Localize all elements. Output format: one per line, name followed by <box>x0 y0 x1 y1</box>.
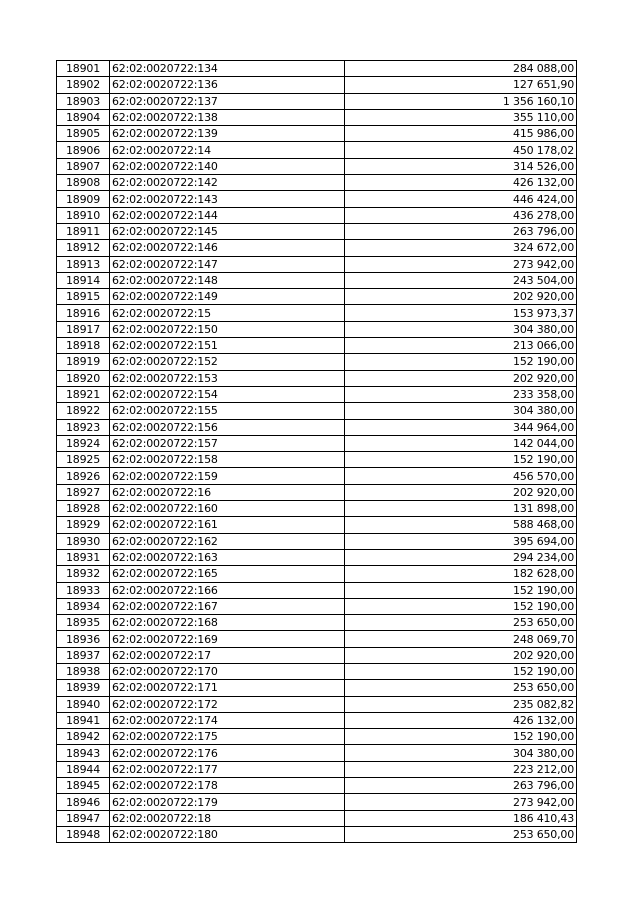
row-number-cell: 18935 <box>57 615 110 631</box>
cadastral-number-cell: 62:02:0020722:140 <box>110 158 345 174</box>
cadastral-value-cell: 243 504,00 <box>345 272 577 288</box>
cadastral-number-cell: 62:02:0020722:158 <box>110 452 345 468</box>
row-number-cell: 18913 <box>57 256 110 272</box>
cadastral-number-cell: 62:02:0020722:170 <box>110 663 345 679</box>
cadastral-number-cell: 62:02:0020722:151 <box>110 338 345 354</box>
cadastral-value-cell: 426 132,00 <box>345 175 577 191</box>
table-row <box>57 403 577 419</box>
cadastral-value-cell: 202 920,00 <box>345 647 577 663</box>
cadastral-number-cell: 62:02:0020722:18 <box>110 810 345 826</box>
table-row <box>57 484 577 500</box>
cadastral-number-cell: 62:02:0020722:180 <box>110 826 345 842</box>
table-row <box>57 191 577 207</box>
cadastral-number-cell: 62:02:0020722:165 <box>110 566 345 582</box>
row-number-cell: 18919 <box>57 354 110 370</box>
cadastral-value-cell: 304 380,00 <box>345 321 577 337</box>
row-number-cell: 18937 <box>57 647 110 663</box>
cadastral-value-cell: 395 694,00 <box>345 533 577 549</box>
cadastral-value-cell: 450 178,02 <box>345 142 577 158</box>
row-number-cell: 18929 <box>57 517 110 533</box>
document-page <box>56 60 577 843</box>
table-row <box>57 61 577 77</box>
cadastral-number-cell: 62:02:0020722:142 <box>110 175 345 191</box>
table-row <box>57 533 577 549</box>
table-row <box>57 175 577 191</box>
table-row <box>57 386 577 402</box>
row-number-cell: 18915 <box>57 289 110 305</box>
cadastral-value-cell: 588 468,00 <box>345 517 577 533</box>
row-number-cell: 18923 <box>57 419 110 435</box>
row-number-cell: 18912 <box>57 240 110 256</box>
row-number-cell: 18948 <box>57 826 110 842</box>
cadastral-value-cell: 355 110,00 <box>345 109 577 125</box>
cadastral-value-cell: 142 044,00 <box>345 435 577 451</box>
row-number-cell: 18905 <box>57 126 110 142</box>
row-number-cell: 18902 <box>57 77 110 93</box>
table-body <box>57 61 577 843</box>
row-number-cell: 18943 <box>57 745 110 761</box>
cadastral-value-cell: 436 278,00 <box>345 207 577 223</box>
cadastral-value-cell: 284 088,00 <box>345 61 577 77</box>
cadastral-number-cell: 62:02:0020722:152 <box>110 354 345 370</box>
cadastral-number-cell: 62:02:0020722:163 <box>110 549 345 565</box>
row-number-cell: 18904 <box>57 109 110 125</box>
cadastral-value-cell: 314 526,00 <box>345 158 577 174</box>
cadastral-value-cell: 223 212,00 <box>345 761 577 777</box>
cadastral-value-cell: 253 650,00 <box>345 826 577 842</box>
cadastral-value-cell: 273 942,00 <box>345 256 577 272</box>
cadastral-number-cell: 62:02:0020722:169 <box>110 631 345 647</box>
table-row <box>57 468 577 484</box>
table-row <box>57 729 577 745</box>
cadastral-value-cell: 304 380,00 <box>345 403 577 419</box>
cadastral-value-cell: 152 190,00 <box>345 452 577 468</box>
cadastral-number-cell: 62:02:0020722:156 <box>110 419 345 435</box>
table-row <box>57 240 577 256</box>
cadastral-number-cell: 62:02:0020722:148 <box>110 272 345 288</box>
table-row <box>57 794 577 810</box>
cadastral-value-cell: 153 973,37 <box>345 305 577 321</box>
cadastral-value-cell: 344 964,00 <box>345 419 577 435</box>
table-row <box>57 615 577 631</box>
cadastral-number-cell: 62:02:0020722:14 <box>110 142 345 158</box>
row-number-cell: 18941 <box>57 712 110 728</box>
row-number-cell: 18936 <box>57 631 110 647</box>
cadastral-number-cell: 62:02:0020722:150 <box>110 321 345 337</box>
cadastral-value-cell: 152 190,00 <box>345 598 577 614</box>
cadastral-number-cell: 62:02:0020722:178 <box>110 778 345 794</box>
cadastral-value-cell: 415 986,00 <box>345 126 577 142</box>
cadastral-number-cell: 62:02:0020722:144 <box>110 207 345 223</box>
row-number-cell: 18906 <box>57 142 110 158</box>
cadastral-value-cell: 202 920,00 <box>345 370 577 386</box>
table-row <box>57 647 577 663</box>
row-number-cell: 18922 <box>57 403 110 419</box>
row-number-cell: 18930 <box>57 533 110 549</box>
cadastral-number-cell: 62:02:0020722:145 <box>110 223 345 239</box>
table-row <box>57 77 577 93</box>
row-number-cell: 18910 <box>57 207 110 223</box>
cadastral-number-cell: 62:02:0020722:139 <box>110 126 345 142</box>
cadastral-value-cell: 152 190,00 <box>345 663 577 679</box>
cadastral-number-cell: 62:02:0020722:146 <box>110 240 345 256</box>
cadastral-number-cell: 62:02:0020722:137 <box>110 93 345 109</box>
cadastral-number-cell: 62:02:0020722:172 <box>110 696 345 712</box>
cadastral-number-cell: 62:02:0020722:157 <box>110 435 345 451</box>
cadastral-number-cell: 62:02:0020722:154 <box>110 386 345 402</box>
row-number-cell: 18914 <box>57 272 110 288</box>
table-row <box>57 680 577 696</box>
row-number-cell: 18924 <box>57 435 110 451</box>
row-number-cell: 18908 <box>57 175 110 191</box>
row-number-cell: 18907 <box>57 158 110 174</box>
row-number-cell: 18939 <box>57 680 110 696</box>
table-row <box>57 810 577 826</box>
cadastral-value-cell: 213 066,00 <box>345 338 577 354</box>
cadastral-number-cell: 62:02:0020722:179 <box>110 794 345 810</box>
cadastral-value-cell: 186 410,43 <box>345 810 577 826</box>
table-row <box>57 272 577 288</box>
cadastral-value-cell: 152 190,00 <box>345 729 577 745</box>
cadastral-value-cell: 263 796,00 <box>345 223 577 239</box>
cadastral-number-cell: 62:02:0020722:175 <box>110 729 345 745</box>
table-row <box>57 419 577 435</box>
cadastral-number-cell: 62:02:0020722:143 <box>110 191 345 207</box>
row-number-cell: 18917 <box>57 321 110 337</box>
cadastral-value-cell: 182 628,00 <box>345 566 577 582</box>
row-number-cell: 18903 <box>57 93 110 109</box>
table-row <box>57 452 577 468</box>
row-number-cell: 18920 <box>57 370 110 386</box>
table-row <box>57 370 577 386</box>
cadastral-value-table <box>56 60 577 843</box>
cadastral-value-cell: 294 234,00 <box>345 549 577 565</box>
cadastral-value-cell: 253 650,00 <box>345 615 577 631</box>
cadastral-value-cell: 263 796,00 <box>345 778 577 794</box>
cadastral-value-cell: 127 651,90 <box>345 77 577 93</box>
cadastral-number-cell: 62:02:0020722:174 <box>110 712 345 728</box>
cadastral-value-cell: 233 358,00 <box>345 386 577 402</box>
cadastral-number-cell: 62:02:0020722:155 <box>110 403 345 419</box>
row-number-cell: 18945 <box>57 778 110 794</box>
table-row <box>57 549 577 565</box>
cadastral-number-cell: 62:02:0020722:177 <box>110 761 345 777</box>
row-number-cell: 18932 <box>57 566 110 582</box>
row-number-cell: 18916 <box>57 305 110 321</box>
row-number-cell: 18947 <box>57 810 110 826</box>
table-row <box>57 517 577 533</box>
table-row <box>57 826 577 842</box>
row-number-cell: 18901 <box>57 61 110 77</box>
table-row <box>57 321 577 337</box>
cadastral-number-cell: 62:02:0020722:160 <box>110 501 345 517</box>
table-row <box>57 712 577 728</box>
cadastral-value-cell: 273 942,00 <box>345 794 577 810</box>
cadastral-number-cell: 62:02:0020722:149 <box>110 289 345 305</box>
cadastral-value-cell: 456 570,00 <box>345 468 577 484</box>
row-number-cell: 18934 <box>57 598 110 614</box>
cadastral-number-cell: 62:02:0020722:167 <box>110 598 345 614</box>
cadastral-number-cell: 62:02:0020722:16 <box>110 484 345 500</box>
table-row <box>57 305 577 321</box>
cadastral-number-cell: 62:02:0020722:166 <box>110 582 345 598</box>
cadastral-number-cell: 62:02:0020722:162 <box>110 533 345 549</box>
cadastral-value-cell: 202 920,00 <box>345 484 577 500</box>
table-row <box>57 158 577 174</box>
row-number-cell: 18926 <box>57 468 110 484</box>
cadastral-value-cell: 248 069,70 <box>345 631 577 647</box>
row-number-cell: 18942 <box>57 729 110 745</box>
table-row <box>57 289 577 305</box>
cadastral-number-cell: 62:02:0020722:153 <box>110 370 345 386</box>
cadastral-number-cell: 62:02:0020722:168 <box>110 615 345 631</box>
table-row <box>57 745 577 761</box>
table-row <box>57 109 577 125</box>
row-number-cell: 18938 <box>57 663 110 679</box>
table-row <box>57 354 577 370</box>
cadastral-value-cell: 426 132,00 <box>345 712 577 728</box>
cadastral-number-cell: 62:02:0020722:134 <box>110 61 345 77</box>
table-row <box>57 696 577 712</box>
cadastral-number-cell: 62:02:0020722:176 <box>110 745 345 761</box>
table-row <box>57 501 577 517</box>
cadastral-value-cell: 235 082,82 <box>345 696 577 712</box>
cadastral-number-cell: 62:02:0020722:138 <box>110 109 345 125</box>
cadastral-value-cell: 131 898,00 <box>345 501 577 517</box>
row-number-cell: 18933 <box>57 582 110 598</box>
table-row <box>57 582 577 598</box>
cadastral-value-cell: 304 380,00 <box>345 745 577 761</box>
table-row <box>57 598 577 614</box>
cadastral-value-cell: 253 650,00 <box>345 680 577 696</box>
table-row <box>57 256 577 272</box>
row-number-cell: 18928 <box>57 501 110 517</box>
cadastral-number-cell: 62:02:0020722:161 <box>110 517 345 533</box>
table-row <box>57 566 577 582</box>
row-number-cell: 18925 <box>57 452 110 468</box>
cadastral-number-cell: 62:02:0020722:159 <box>110 468 345 484</box>
cadastral-number-cell: 62:02:0020722:136 <box>110 77 345 93</box>
table-row <box>57 223 577 239</box>
table-row <box>57 435 577 451</box>
row-number-cell: 18940 <box>57 696 110 712</box>
cadastral-value-cell: 152 190,00 <box>345 354 577 370</box>
row-number-cell: 18921 <box>57 386 110 402</box>
table-row <box>57 761 577 777</box>
row-number-cell: 18946 <box>57 794 110 810</box>
cadastral-value-cell: 1 356 160,10 <box>345 93 577 109</box>
cadastral-number-cell: 62:02:0020722:147 <box>110 256 345 272</box>
row-number-cell: 18918 <box>57 338 110 354</box>
cadastral-value-cell: 202 920,00 <box>345 289 577 305</box>
table-row <box>57 93 577 109</box>
cadastral-value-cell: 152 190,00 <box>345 582 577 598</box>
table-row <box>57 207 577 223</box>
row-number-cell: 18944 <box>57 761 110 777</box>
row-number-cell: 18911 <box>57 223 110 239</box>
cadastral-value-cell: 324 672,00 <box>345 240 577 256</box>
table-row <box>57 142 577 158</box>
cadastral-number-cell: 62:02:0020722:171 <box>110 680 345 696</box>
row-number-cell: 18927 <box>57 484 110 500</box>
row-number-cell: 18909 <box>57 191 110 207</box>
table-row <box>57 663 577 679</box>
table-row <box>57 778 577 794</box>
cadastral-number-cell: 62:02:0020722:15 <box>110 305 345 321</box>
row-number-cell: 18931 <box>57 549 110 565</box>
table-row <box>57 631 577 647</box>
cadastral-number-cell: 62:02:0020722:17 <box>110 647 345 663</box>
table-row <box>57 126 577 142</box>
table-row <box>57 338 577 354</box>
cadastral-value-cell: 446 424,00 <box>345 191 577 207</box>
